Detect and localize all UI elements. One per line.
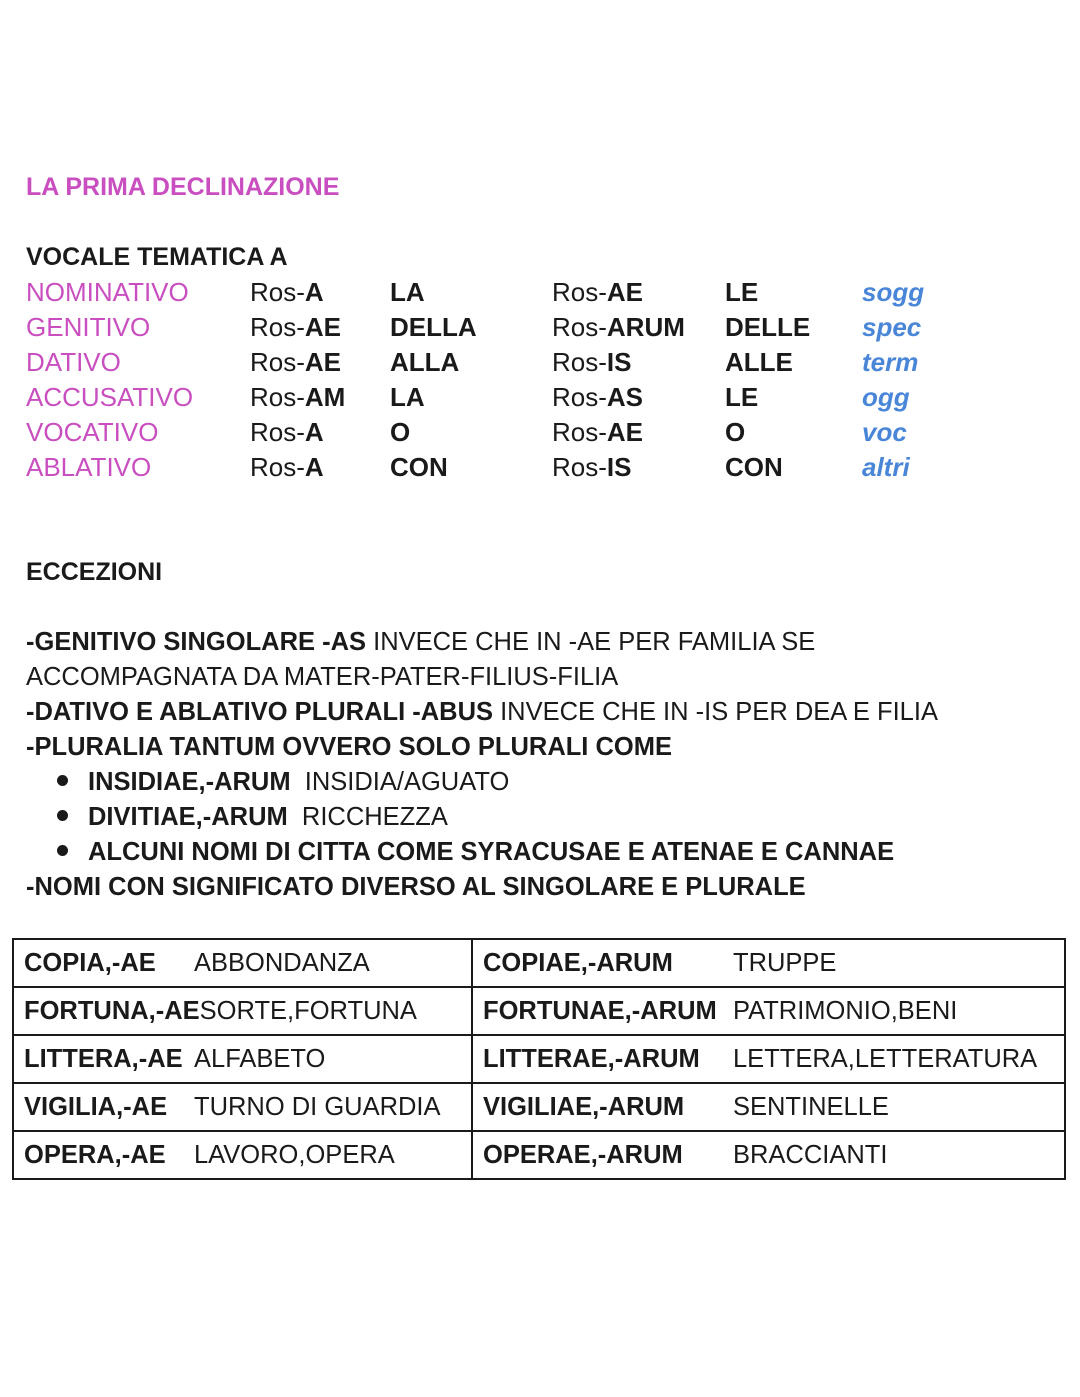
singular-word: VIGILIA,-AE <box>24 1092 168 1121</box>
plural-word: VIGILIAE,-ARUM <box>483 1092 685 1121</box>
plural-meaning: PATRIMONIO,BENI <box>733 996 958 1025</box>
singular-form <box>250 347 341 377</box>
singular-word: COPIA,-AE <box>24 948 156 977</box>
singular-cell <box>13 987 472 1035</box>
ending: AE <box>304 312 342 342</box>
stem: Ros- <box>552 277 607 307</box>
stem: Ros- <box>552 452 607 482</box>
eccezioni-heading: ECCEZIONI <box>26 558 163 586</box>
singular-article: LA <box>390 277 425 307</box>
bullet-word: DIVITIAE,-ARUM <box>88 803 288 831</box>
grammar-function: term <box>862 347 919 377</box>
stem: Ros- <box>250 382 305 412</box>
ending: AM <box>304 382 346 412</box>
bullet-dot <box>57 810 68 821</box>
plural-meaning: LETTERA,LETTERATURA <box>733 1044 1038 1073</box>
singular-article: DELLA <box>390 312 477 342</box>
rule-genitivo-cont: ACCOMPAGNATA DA MATER-PATER-FILIUS-FILIA <box>26 663 619 691</box>
ending: ARUM <box>606 312 685 342</box>
plural-form <box>552 382 643 412</box>
singular-form <box>250 382 345 412</box>
plural-article: O <box>725 417 746 447</box>
plural-meaning: BRACCIANTI <box>733 1140 888 1169</box>
stem: Ros- <box>250 452 305 482</box>
table-row <box>13 1035 1065 1083</box>
ending: AE <box>304 347 342 377</box>
plural-word: COPIAE,-ARUM <box>483 948 673 977</box>
plural-cell <box>472 1131 1065 1179</box>
rule-genitivo-bold: -GENITIVO SINGOLARE -AS <box>26 628 367 656</box>
plural-form <box>552 417 643 447</box>
rule-dativo-text: INVECE CHE IN -IS PER DEA E FILIA <box>493 698 938 726</box>
page-title: LA PRIMA DECLINAZIONE <box>26 173 340 201</box>
ending: AS <box>606 382 644 412</box>
ending: A <box>304 417 324 447</box>
plural-article: CON <box>725 452 783 482</box>
stem: Ros- <box>552 347 607 377</box>
stem: Ros- <box>552 312 607 342</box>
stem: Ros- <box>552 382 607 412</box>
bullet-item <box>88 767 509 797</box>
singular-meaning: LAVORO,OPERA <box>194 1140 395 1169</box>
singular-word: FORTUNA,-AE <box>24 996 200 1025</box>
singular-cell <box>13 1035 472 1083</box>
plural-word: FORTUNAE,-ARUM <box>483 996 717 1025</box>
rule-genitivo-text: INVECE CHE IN -AE PER FAMILIA SE <box>366 628 816 656</box>
grammar-function: voc <box>862 417 907 447</box>
singular-article: CON <box>390 452 448 482</box>
bullet-meaning: INSIDIA/AGUATO <box>304 768 510 796</box>
ending: AE <box>606 417 644 447</box>
grammar-function: ogg <box>862 382 910 412</box>
singular-meaning: TURNO DI GUARDIA <box>194 1092 441 1121</box>
singular-meaning: SORTE,FORTUNA <box>199 996 417 1025</box>
plural-cell <box>472 987 1065 1035</box>
rule-genitivo <box>26 627 815 657</box>
case-name: DATIVO <box>26 347 121 377</box>
rule-dativo <box>26 697 938 727</box>
stem: Ros- <box>250 277 305 307</box>
bullet-meaning: RICCHEZZA <box>301 803 448 831</box>
singular-word: LITTERA,-AE <box>24 1044 183 1073</box>
grammar-function: spec <box>862 312 922 342</box>
ending: IS <box>606 347 632 377</box>
table-row <box>13 1083 1065 1131</box>
plural-article: LE <box>725 382 759 412</box>
ending: A <box>304 452 324 482</box>
plural-form <box>552 347 631 377</box>
plural-cell <box>472 939 1065 987</box>
bullet-dot <box>57 775 68 786</box>
singular-article: LA <box>390 382 425 412</box>
grammar-function: altri <box>862 452 910 482</box>
plural-form <box>552 277 643 307</box>
case-name: ABLATIVO <box>26 452 152 482</box>
plural-word: LITTERAE,-ARUM <box>483 1044 700 1073</box>
ending: A <box>304 277 324 307</box>
case-name: VOCATIVO <box>26 417 159 447</box>
singular-form <box>250 277 324 307</box>
plural-article: ALLE <box>725 347 793 377</box>
plural-meaning: TRUPPE <box>733 948 837 977</box>
bullet-item <box>88 837 894 867</box>
case-name: NOMINATIVO <box>26 277 189 307</box>
vocale-tematica: VOCALE TEMATICA A <box>26 243 288 271</box>
rule-nomi: -NOMI CON SIGNIFICATO DIVERSO AL SINGOLARE E PLURALE <box>26 873 806 901</box>
stem: Ros- <box>250 312 305 342</box>
singular-cell <box>13 939 472 987</box>
plural-cell <box>472 1035 1065 1083</box>
ending: IS <box>606 452 632 482</box>
singular-meaning: ALFABETO <box>194 1044 326 1073</box>
bullet-word: INSIDIAE,-ARUM <box>88 768 291 796</box>
stem: Ros- <box>552 417 607 447</box>
table-row <box>13 939 1065 987</box>
ending: AE <box>606 277 644 307</box>
stem: Ros- <box>250 347 305 377</box>
table-row <box>13 987 1065 1035</box>
plural-form <box>552 452 631 482</box>
plural-article: DELLE <box>725 312 811 342</box>
bullet-item <box>88 802 448 832</box>
plural-form <box>552 312 685 342</box>
case-name: GENITIVO <box>26 312 151 342</box>
plural-article: LE <box>725 277 759 307</box>
singular-form <box>250 312 341 342</box>
singular-article: ALLA <box>390 347 460 377</box>
singular-article: O <box>390 417 411 447</box>
singular-form <box>250 417 324 447</box>
bullet-word: ALCUNI NOMI DI CITTA COME SYRACUSAE E ATENAE E CANNAE <box>88 838 895 866</box>
table-row <box>13 1131 1065 1179</box>
plural-word: OPERAE,-ARUM <box>483 1140 683 1169</box>
plural-meaning: SENTINELLE <box>733 1092 889 1121</box>
stem: Ros- <box>250 417 305 447</box>
singular-meaning: ABBONDANZA <box>194 948 370 977</box>
singular-cell <box>13 1083 472 1131</box>
rule-dativo-bold: -DATIVO E ABLATIVO PLURALI -ABUS <box>26 698 494 726</box>
case-name: ACCUSATIVO <box>26 382 194 412</box>
meaning-table <box>12 938 1066 1180</box>
singular-cell <box>13 1131 472 1179</box>
grammar-function: sogg <box>862 277 925 307</box>
singular-form <box>250 452 324 482</box>
rule-pluralia: -PLURALIA TANTUM OVVERO SOLO PLURALI COME <box>26 733 672 761</box>
bullet-dot <box>57 845 68 856</box>
plural-cell <box>472 1083 1065 1131</box>
singular-word: OPERA,-AE <box>24 1140 166 1169</box>
